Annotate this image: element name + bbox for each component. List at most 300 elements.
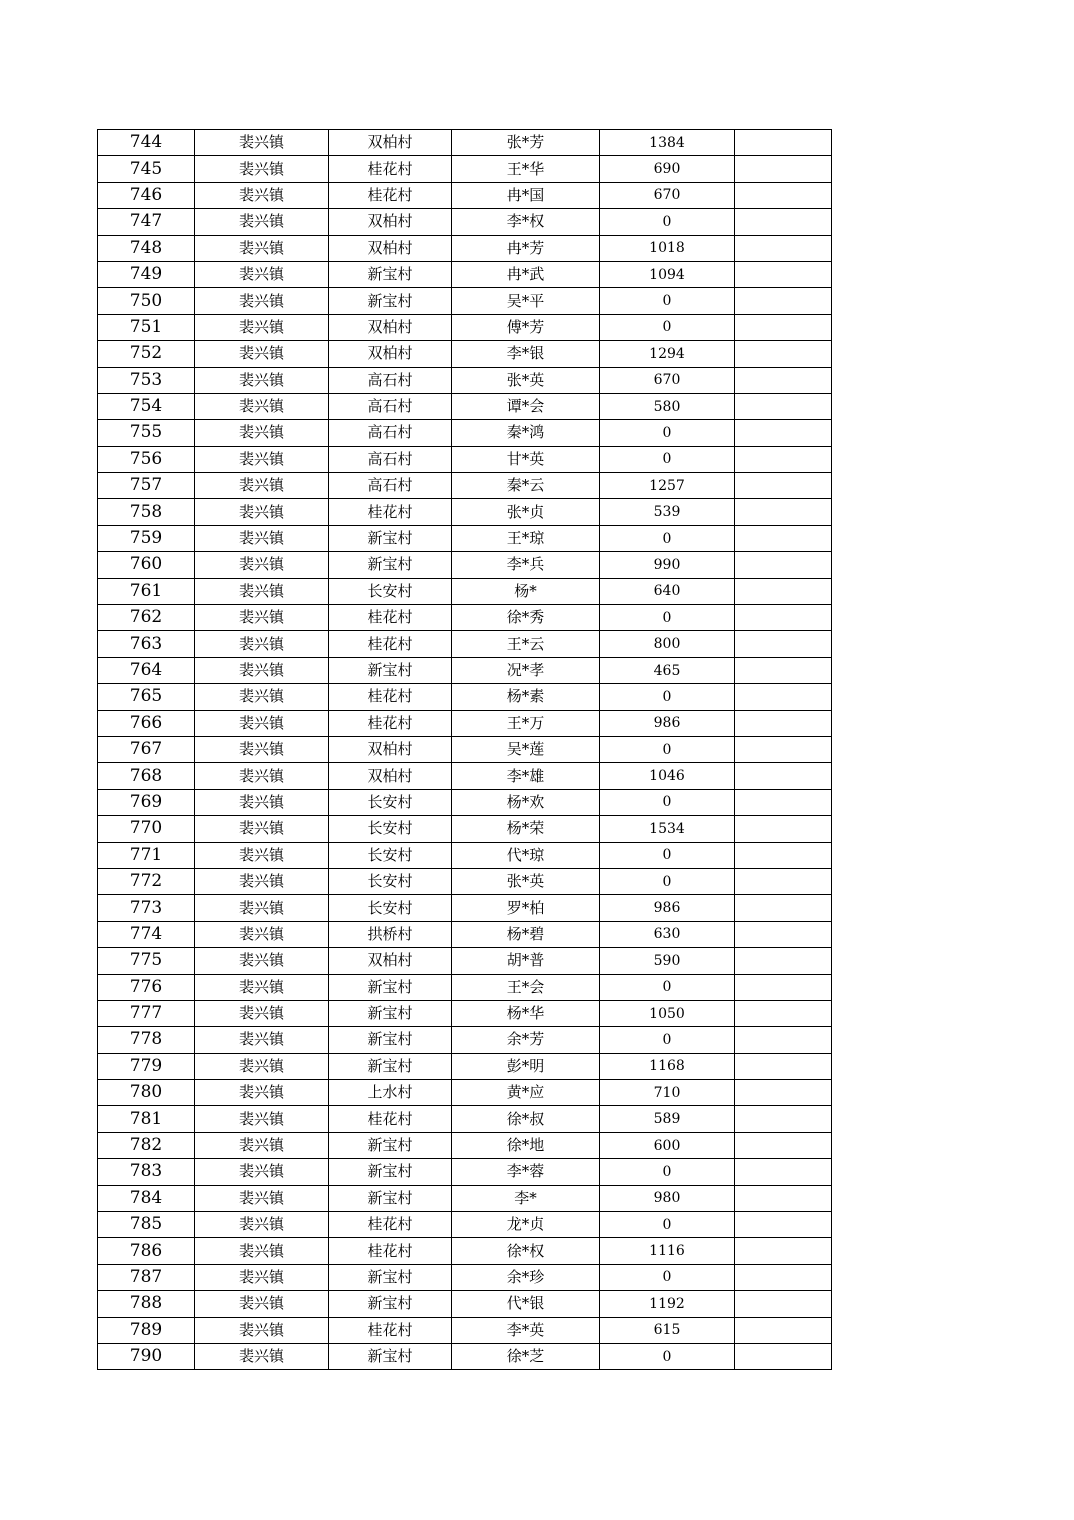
cell-village: 新宝村 — [329, 657, 452, 683]
cell-amount: 670 — [600, 367, 735, 393]
cell-village: 双柏村 — [329, 314, 452, 340]
cell-village: 桂花村 — [329, 631, 452, 657]
cell-amount: 640 — [600, 578, 735, 604]
cell-name: 王*万 — [452, 710, 600, 736]
cell-town: 裴兴镇 — [195, 1132, 329, 1158]
cell-number: 767 — [98, 736, 195, 762]
table-row — [98, 341, 832, 367]
cell-note — [735, 684, 832, 710]
cell-town: 裴兴镇 — [195, 1343, 329, 1369]
cell-village: 新宝村 — [329, 261, 452, 287]
table-row — [98, 868, 832, 894]
cell-village: 高石村 — [329, 420, 452, 446]
table-row — [98, 1106, 832, 1132]
cell-town: 裴兴镇 — [195, 868, 329, 894]
cell-amount: 990 — [600, 552, 735, 578]
table-row — [98, 314, 832, 340]
cell-number: 765 — [98, 684, 195, 710]
cell-note — [735, 261, 832, 287]
cell-name: 吴*莲 — [452, 736, 600, 762]
table-row — [98, 789, 832, 815]
cell-note — [735, 816, 832, 842]
cell-amount: 580 — [600, 393, 735, 419]
cell-village: 长安村 — [329, 895, 452, 921]
cell-amount: 0 — [600, 1264, 735, 1290]
table-row — [98, 736, 832, 762]
cell-amount: 986 — [600, 895, 735, 921]
cell-name: 况*孝 — [452, 657, 600, 683]
cell-town: 裴兴镇 — [195, 499, 329, 525]
table-row — [98, 552, 832, 578]
cell-amount: 800 — [600, 631, 735, 657]
cell-amount: 465 — [600, 657, 735, 683]
cell-amount: 1384 — [600, 130, 735, 156]
cell-village: 双柏村 — [329, 130, 452, 156]
cell-number: 755 — [98, 420, 195, 446]
cell-village: 新宝村 — [329, 1185, 452, 1211]
table-row — [98, 763, 832, 789]
table-row — [98, 895, 832, 921]
cell-number: 748 — [98, 235, 195, 261]
cell-village: 新宝村 — [329, 1264, 452, 1290]
cell-name: 李*雄 — [452, 763, 600, 789]
cell-village: 新宝村 — [329, 1159, 452, 1185]
cell-village: 新宝村 — [329, 552, 452, 578]
table-row — [98, 1132, 832, 1158]
cell-note — [735, 948, 832, 974]
cell-amount: 600 — [600, 1132, 735, 1158]
table-row — [98, 948, 832, 974]
cell-number: 789 — [98, 1317, 195, 1343]
cell-amount: 670 — [600, 182, 735, 208]
cell-note — [735, 1185, 832, 1211]
cell-amount: 539 — [600, 499, 735, 525]
cell-town: 裴兴镇 — [195, 789, 329, 815]
cell-number: 790 — [98, 1343, 195, 1369]
cell-name: 张*芳 — [452, 130, 600, 156]
cell-village: 双柏村 — [329, 235, 452, 261]
cell-note — [735, 1053, 832, 1079]
cell-village: 新宝村 — [329, 1000, 452, 1026]
cell-amount: 690 — [600, 156, 735, 182]
cell-amount: 0 — [600, 1027, 735, 1053]
cell-name: 张*英 — [452, 367, 600, 393]
cell-number: 758 — [98, 499, 195, 525]
table-row — [98, 1238, 832, 1264]
cell-town: 裴兴镇 — [195, 1000, 329, 1026]
cell-number: 757 — [98, 473, 195, 499]
cell-note — [735, 1027, 832, 1053]
cell-town: 裴兴镇 — [195, 182, 329, 208]
cell-name: 王*华 — [452, 156, 600, 182]
cell-town: 裴兴镇 — [195, 684, 329, 710]
cell-name: 徐*芝 — [452, 1343, 600, 1369]
cell-note — [735, 393, 832, 419]
cell-name: 代*琼 — [452, 842, 600, 868]
cell-amount: 1050 — [600, 1000, 735, 1026]
cell-number: 781 — [98, 1106, 195, 1132]
cell-town: 裴兴镇 — [195, 710, 329, 736]
cell-town: 裴兴镇 — [195, 1291, 329, 1317]
cell-name: 张*贞 — [452, 499, 600, 525]
cell-village: 新宝村 — [329, 1291, 452, 1317]
cell-name: 李*银 — [452, 341, 600, 367]
cell-name: 徐*秀 — [452, 605, 600, 631]
cell-name: 张*英 — [452, 868, 600, 894]
table-row — [98, 684, 832, 710]
cell-number: 778 — [98, 1027, 195, 1053]
cell-note — [735, 209, 832, 235]
cell-amount: 0 — [600, 525, 735, 551]
data-table — [97, 129, 832, 1370]
cell-number: 788 — [98, 1291, 195, 1317]
cell-note — [735, 895, 832, 921]
cell-number: 774 — [98, 921, 195, 947]
cell-town: 裴兴镇 — [195, 921, 329, 947]
cell-town: 裴兴镇 — [195, 525, 329, 551]
cell-number: 768 — [98, 763, 195, 789]
table-row — [98, 156, 832, 182]
cell-village: 新宝村 — [329, 1343, 452, 1369]
table-row — [98, 842, 832, 868]
cell-amount: 710 — [600, 1080, 735, 1106]
table-row — [98, 235, 832, 261]
cell-amount: 1192 — [600, 1291, 735, 1317]
cell-town: 裴兴镇 — [195, 235, 329, 261]
cell-village: 长安村 — [329, 578, 452, 604]
table-row — [98, 209, 832, 235]
cell-name: 杨*华 — [452, 1000, 600, 1026]
cell-name: 李* — [452, 1185, 600, 1211]
table-row — [98, 367, 832, 393]
cell-town: 裴兴镇 — [195, 261, 329, 287]
cell-village: 新宝村 — [329, 1027, 452, 1053]
cell-note — [735, 657, 832, 683]
cell-village: 高石村 — [329, 473, 452, 499]
table-row — [98, 1317, 832, 1343]
cell-village: 桂花村 — [329, 1317, 452, 1343]
cell-village: 上水村 — [329, 1080, 452, 1106]
cell-note — [735, 367, 832, 393]
cell-number: 744 — [98, 130, 195, 156]
table-row — [98, 420, 832, 446]
table-row — [98, 446, 832, 472]
cell-amount: 986 — [600, 710, 735, 736]
cell-note — [735, 1106, 832, 1132]
cell-amount: 0 — [600, 736, 735, 762]
cell-village: 长安村 — [329, 816, 452, 842]
cell-amount: 980 — [600, 1185, 735, 1211]
cell-village: 长安村 — [329, 868, 452, 894]
cell-amount: 0 — [600, 1343, 735, 1369]
cell-village: 桂花村 — [329, 182, 452, 208]
cell-number: 745 — [98, 156, 195, 182]
cell-note — [735, 1000, 832, 1026]
cell-note — [735, 1159, 832, 1185]
cell-number: 746 — [98, 182, 195, 208]
cell-note — [735, 156, 832, 182]
table-row — [98, 1264, 832, 1290]
cell-name: 秦*鸿 — [452, 420, 600, 446]
table-row — [98, 921, 832, 947]
cell-number: 770 — [98, 816, 195, 842]
cell-town: 裴兴镇 — [195, 1238, 329, 1264]
cell-amount: 1046 — [600, 763, 735, 789]
cell-note — [735, 1080, 832, 1106]
table-row — [98, 1212, 832, 1238]
cell-town: 裴兴镇 — [195, 156, 329, 182]
cell-number: 772 — [98, 868, 195, 894]
cell-number: 777 — [98, 1000, 195, 1026]
cell-number: 775 — [98, 948, 195, 974]
cell-name: 谭*会 — [452, 393, 600, 419]
cell-number: 752 — [98, 341, 195, 367]
cell-town: 裴兴镇 — [195, 895, 329, 921]
cell-name: 冉*国 — [452, 182, 600, 208]
cell-note — [735, 842, 832, 868]
cell-number: 751 — [98, 314, 195, 340]
cell-village: 高石村 — [329, 393, 452, 419]
cell-town: 裴兴镇 — [195, 1053, 329, 1079]
cell-village: 桂花村 — [329, 1238, 452, 1264]
cell-amount: 1018 — [600, 235, 735, 261]
cell-note — [735, 1132, 832, 1158]
cell-village: 双柏村 — [329, 341, 452, 367]
cell-amount: 0 — [600, 684, 735, 710]
cell-number: 760 — [98, 552, 195, 578]
cell-name: 王*云 — [452, 631, 600, 657]
cell-number: 769 — [98, 789, 195, 815]
table-row — [98, 657, 832, 683]
cell-name: 杨*碧 — [452, 921, 600, 947]
table-row — [98, 473, 832, 499]
cell-note — [735, 736, 832, 762]
cell-number: 763 — [98, 631, 195, 657]
cell-town: 裴兴镇 — [195, 473, 329, 499]
cell-village: 双柏村 — [329, 763, 452, 789]
cell-town: 裴兴镇 — [195, 446, 329, 472]
cell-town: 裴兴镇 — [195, 341, 329, 367]
cell-amount: 0 — [600, 974, 735, 1000]
cell-note — [735, 341, 832, 367]
cell-note — [735, 235, 832, 261]
cell-note — [735, 499, 832, 525]
table-body — [98, 130, 832, 1370]
cell-village: 双柏村 — [329, 948, 452, 974]
cell-note — [735, 789, 832, 815]
cell-number: 773 — [98, 895, 195, 921]
cell-number: 776 — [98, 974, 195, 1000]
cell-village: 双柏村 — [329, 209, 452, 235]
cell-village: 拱桥村 — [329, 921, 452, 947]
table-row — [98, 578, 832, 604]
cell-amount: 0 — [600, 446, 735, 472]
table-row — [98, 182, 832, 208]
cell-town: 裴兴镇 — [195, 314, 329, 340]
cell-village: 桂花村 — [329, 605, 452, 631]
cell-village: 桂花村 — [329, 710, 452, 736]
cell-amount: 0 — [600, 842, 735, 868]
cell-village: 长安村 — [329, 789, 452, 815]
cell-number: 764 — [98, 657, 195, 683]
cell-note — [735, 710, 832, 736]
cell-town: 裴兴镇 — [195, 1185, 329, 1211]
cell-town: 裴兴镇 — [195, 605, 329, 631]
table-row — [98, 816, 832, 842]
cell-number: 782 — [98, 1132, 195, 1158]
table-row — [98, 1027, 832, 1053]
cell-village: 新宝村 — [329, 1053, 452, 1079]
table-row — [98, 710, 832, 736]
cell-note — [735, 130, 832, 156]
cell-town: 裴兴镇 — [195, 974, 329, 1000]
cell-village: 长安村 — [329, 842, 452, 868]
cell-number: 749 — [98, 261, 195, 287]
cell-amount: 630 — [600, 921, 735, 947]
cell-town: 裴兴镇 — [195, 1212, 329, 1238]
cell-number: 762 — [98, 605, 195, 631]
cell-note — [735, 314, 832, 340]
cell-town: 裴兴镇 — [195, 1027, 329, 1053]
cell-town: 裴兴镇 — [195, 1159, 329, 1185]
cell-town: 裴兴镇 — [195, 816, 329, 842]
cell-amount: 590 — [600, 948, 735, 974]
cell-number: 786 — [98, 1238, 195, 1264]
cell-note — [735, 1291, 832, 1317]
table-row — [98, 525, 832, 551]
cell-amount: 0 — [600, 420, 735, 446]
cell-amount: 615 — [600, 1317, 735, 1343]
cell-name: 黄*应 — [452, 1080, 600, 1106]
cell-number: 787 — [98, 1264, 195, 1290]
cell-town: 裴兴镇 — [195, 1106, 329, 1132]
cell-name: 徐*权 — [452, 1238, 600, 1264]
cell-number: 766 — [98, 710, 195, 736]
cell-village: 新宝村 — [329, 1132, 452, 1158]
cell-name: 彭*明 — [452, 1053, 600, 1079]
cell-amount: 0 — [600, 1212, 735, 1238]
cell-number: 747 — [98, 209, 195, 235]
cell-amount: 0 — [600, 789, 735, 815]
table-row — [98, 1291, 832, 1317]
cell-name: 甘*英 — [452, 446, 600, 472]
cell-town: 裴兴镇 — [195, 763, 329, 789]
cell-name: 王*会 — [452, 974, 600, 1000]
cell-name: 冉*芳 — [452, 235, 600, 261]
table-row — [98, 1053, 832, 1079]
cell-number: 754 — [98, 393, 195, 419]
cell-name: 秦*云 — [452, 473, 600, 499]
cell-amount: 0 — [600, 1159, 735, 1185]
table-row — [98, 974, 832, 1000]
cell-village: 新宝村 — [329, 288, 452, 314]
cell-name: 傅*芳 — [452, 314, 600, 340]
cell-village: 桂花村 — [329, 156, 452, 182]
cell-town: 裴兴镇 — [195, 948, 329, 974]
cell-town: 裴兴镇 — [195, 367, 329, 393]
cell-name: 余*芳 — [452, 1027, 600, 1053]
cell-town: 裴兴镇 — [195, 657, 329, 683]
cell-name: 冉*武 — [452, 261, 600, 287]
cell-number: 779 — [98, 1053, 195, 1079]
cell-note — [735, 974, 832, 1000]
cell-village: 桂花村 — [329, 1106, 452, 1132]
table-row — [98, 631, 832, 657]
cell-town: 裴兴镇 — [195, 288, 329, 314]
cell-amount: 1116 — [600, 1238, 735, 1264]
cell-note — [735, 578, 832, 604]
cell-amount: 1168 — [600, 1053, 735, 1079]
cell-town: 裴兴镇 — [195, 1080, 329, 1106]
table-row — [98, 499, 832, 525]
cell-village: 新宝村 — [329, 974, 452, 1000]
cell-amount: 1534 — [600, 816, 735, 842]
table-row — [98, 1159, 832, 1185]
cell-name: 王*琼 — [452, 525, 600, 551]
cell-note — [735, 446, 832, 472]
cell-amount: 1094 — [600, 261, 735, 287]
cell-amount: 0 — [600, 209, 735, 235]
cell-name: 李*兵 — [452, 552, 600, 578]
cell-note — [735, 473, 832, 499]
cell-note — [735, 182, 832, 208]
table-row — [98, 261, 832, 287]
cell-amount: 0 — [600, 314, 735, 340]
cell-amount: 0 — [600, 605, 735, 631]
cell-name: 吴*平 — [452, 288, 600, 314]
cell-name: 李*蓉 — [452, 1159, 600, 1185]
table-row — [98, 1185, 832, 1211]
cell-note — [735, 1343, 832, 1369]
cell-note — [735, 605, 832, 631]
cell-town: 裴兴镇 — [195, 1264, 329, 1290]
cell-name: 代*银 — [452, 1291, 600, 1317]
cell-note — [735, 288, 832, 314]
cell-village: 新宝村 — [329, 525, 452, 551]
cell-note — [735, 420, 832, 446]
cell-village: 桂花村 — [329, 684, 452, 710]
cell-name: 杨*荣 — [452, 816, 600, 842]
cell-name: 杨* — [452, 578, 600, 604]
cell-village: 高石村 — [329, 367, 452, 393]
cell-village: 双柏村 — [329, 736, 452, 762]
cell-number: 759 — [98, 525, 195, 551]
cell-number: 784 — [98, 1185, 195, 1211]
cell-town: 裴兴镇 — [195, 552, 329, 578]
cell-note — [735, 1317, 832, 1343]
table-row — [98, 130, 832, 156]
cell-amount: 0 — [600, 868, 735, 894]
table-row — [98, 393, 832, 419]
cell-note — [735, 1264, 832, 1290]
cell-town: 裴兴镇 — [195, 1317, 329, 1343]
cell-village: 桂花村 — [329, 499, 452, 525]
cell-name: 李*英 — [452, 1317, 600, 1343]
cell-name: 罗*柏 — [452, 895, 600, 921]
cell-name: 徐*叔 — [452, 1106, 600, 1132]
cell-town: 裴兴镇 — [195, 842, 329, 868]
cell-note — [735, 1212, 832, 1238]
cell-note — [735, 868, 832, 894]
cell-amount: 1294 — [600, 341, 735, 367]
cell-note — [735, 525, 832, 551]
cell-amount: 1257 — [600, 473, 735, 499]
cell-town: 裴兴镇 — [195, 209, 329, 235]
cell-note — [735, 921, 832, 947]
cell-note — [735, 631, 832, 657]
cell-name: 余*珍 — [452, 1264, 600, 1290]
table-row — [98, 1343, 832, 1369]
